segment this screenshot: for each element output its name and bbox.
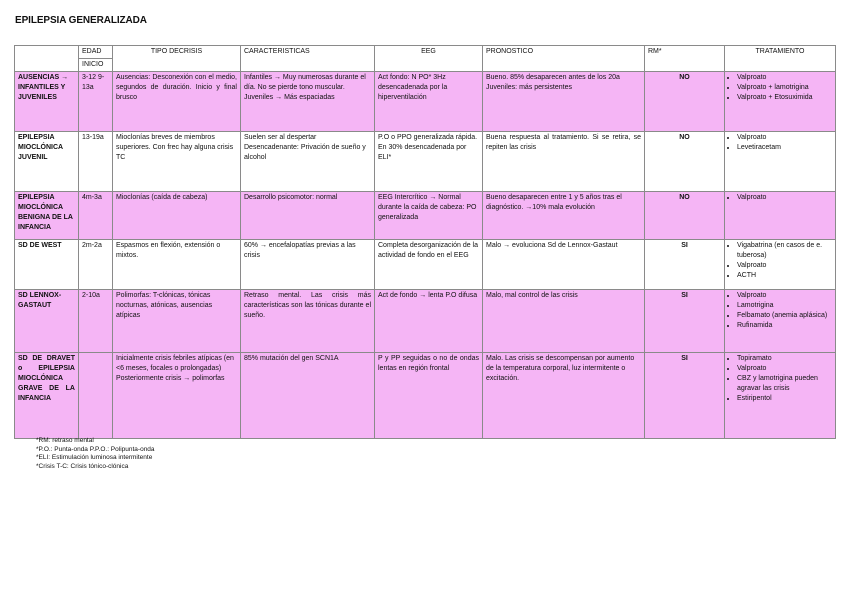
prognosis-cell: Buena respuesta al tratamiento. Si se retira, se repiten las crisis	[483, 132, 645, 192]
footnote: *RM: retraso mental	[36, 437, 94, 444]
eeg-cell: P.O o PPO generalizada rápida. En 30% desencadenada por ELI*	[375, 132, 483, 192]
treatment-item: • Felbamato (anemia aplásica)	[737, 311, 832, 321]
header-enfermedad	[15, 46, 79, 72]
age-cell	[79, 353, 113, 439]
table-row	[15, 353, 836, 439]
seizure-type-cell: Inicialmente crisis febriles atípicas (en <6 meses, focales o prolongadas) Posteriormente crisis → polimorfas	[113, 353, 241, 439]
treatment-item: • Lamotrigina	[737, 301, 832, 311]
disease-cell: SD LENNOX-GASTAUT	[15, 290, 79, 353]
treatment-item: • CBZ y lamotrigina pueden agravar las crisis	[737, 374, 832, 394]
treatment-item: • Topiramato	[737, 354, 832, 364]
characteristics-cell: Suelen ser al despertar Desencadenante: Privación de sueño y alcohol	[241, 132, 375, 192]
epilepsy-table	[14, 45, 836, 439]
rm-cell: SI	[645, 240, 725, 290]
treatment-item: • Rufinamida	[737, 321, 832, 331]
treatment-item: • Valproato + Etosuximida	[737, 93, 832, 103]
treatment-cell	[725, 290, 836, 353]
disease-cell: SD DE DRAVET o EPILEPSIA MIOCLÓNICA GRAVE DE LA INFANCIA	[15, 353, 79, 439]
treatment-cell	[725, 240, 836, 290]
treatment-item: • Valproato	[737, 133, 832, 143]
age-cell: 2-10a	[79, 290, 113, 353]
header-rm: RM*	[645, 46, 725, 72]
disease-cell: EPILEPSIA MIOCLÓNICA JUVENIL	[15, 132, 79, 192]
rm-cell: NO	[645, 132, 725, 192]
seizure-type-cell: Mioclonías breves de miembros superiores. Con frec hay alguna crisis TC	[113, 132, 241, 192]
prognosis-cell: Bueno. 85% desaparecen antes de los 20a Juveniles: más persistentes	[483, 72, 645, 132]
footnotes	[36, 437, 155, 471]
header-caracteristicas: CARACTERISTICAS	[241, 46, 375, 72]
eeg-cell: EEG Intercrítico → Normal durante la caída de cabeza: PO generalizada	[375, 192, 483, 240]
treatment-item: • Estiripentol	[737, 394, 832, 404]
treatment-item: • Valproato	[737, 193, 832, 203]
treatment-item: • Valproato	[737, 73, 832, 83]
treatment-cell	[725, 72, 836, 132]
characteristics-cell: 85% mutación del gen SCN1A	[241, 353, 375, 439]
seizure-type-cell: Espasmos en flexión, extensión o mixtos.	[113, 240, 241, 290]
treatment-item: • Valproato	[737, 291, 832, 301]
eeg-cell: Act fondo: N PO* 3Hz desencadenada por la hiperventilación	[375, 72, 483, 132]
treatment-item: • ACTH	[737, 271, 832, 281]
age-cell: 13-19a	[79, 132, 113, 192]
age-cell: 3-12 9-13a	[79, 72, 113, 132]
prognosis-cell: Bueno desaparecen entre 1 y 5 años tras el diagnóstico. →10% mala evolución	[483, 192, 645, 240]
table-row	[15, 240, 836, 290]
table-row	[15, 192, 836, 240]
header-tratamiento: TRATAMIENTO	[725, 46, 836, 72]
treatment-item: • Valproato	[737, 261, 832, 271]
treatment-cell	[725, 132, 836, 192]
seizure-type-cell: Ausencias: Desconexión con el medio, segundos de duración. Inicio y final brusco	[113, 72, 241, 132]
footnote: *P.O.: Punta-onda P.P.O.: Polipunta-onda	[36, 445, 155, 453]
document-title: EPILEPSIA GENERALIZADA	[15, 15, 147, 26]
disease-cell: SD DE WEST	[15, 240, 79, 290]
prognosis-cell: Malo → evoluciona Sd de Lennox-Gastaut	[483, 240, 645, 290]
characteristics-cell: Desarrollo psicomotor: normal	[241, 192, 375, 240]
rm-cell: SI	[645, 290, 725, 353]
treatment-cell	[725, 353, 836, 439]
disease-cell: EPILEPSIA MIOCLÓNICA BENIGNA DE LA INFANCIA	[15, 192, 79, 240]
seizure-type-cell: Mioclonías (caída de cabeza)	[113, 192, 241, 240]
prognosis-cell: Malo, mal control de las crisis	[483, 290, 645, 353]
treatment-item: • Levetiracetam	[737, 143, 832, 153]
footnote: *ELI: Estimulación luminosa intermitente	[36, 454, 153, 461]
characteristics-cell: Retraso mental. Las crisis más características son las tónicas durante el sueño.	[241, 290, 375, 353]
treatment-item: • Valproato	[737, 364, 832, 374]
rm-cell: SI	[645, 353, 725, 439]
table-row	[15, 132, 836, 192]
treatment-cell	[725, 192, 836, 240]
table-row	[15, 72, 836, 132]
rm-cell: NO	[645, 72, 725, 132]
characteristics-cell: Infantiles → Muy numerosas durante el día. No se pierde tono muscular. Juveniles → Más espaciadas	[241, 72, 375, 132]
seizure-type-cell: Polimorfas: T-clónicas, tónicas nocturnas, atónicas, ausencias atípicas	[113, 290, 241, 353]
table-row	[15, 290, 836, 353]
rm-cell: NO	[645, 192, 725, 240]
disease-cell: AUSENCIAS → INFANTILES Y JUVENILES	[15, 72, 79, 132]
treatment-item: • Valproato + lamotrigina	[737, 83, 832, 93]
eeg-cell: Completa desorganización de la actividad de fondo en el EEG	[375, 240, 483, 290]
footnote: *Crisis T-C: Crisis tónico-clónica	[36, 462, 129, 470]
age-cell: 4m-3a	[79, 192, 113, 240]
treatment-item: • Vigabatrina (en casos de e. tuberosa)	[737, 241, 832, 261]
header-tipo: TIPO DECRISIS	[113, 46, 241, 72]
header-inicio: INICIO	[79, 59, 113, 72]
eeg-cell: Act de fondo → lenta P.O difusa	[375, 290, 483, 353]
header-pronostico: PRONOSTICO	[483, 46, 645, 72]
header-edad: EDAD	[79, 46, 113, 59]
characteristics-cell: 60% → encefalopatías previas a las crisis	[241, 240, 375, 290]
eeg-cell: P y PP seguidas o no de ondas lentas en región frontal	[375, 353, 483, 439]
age-cell: 2m-2a	[79, 240, 113, 290]
header-eeg: EEG	[375, 46, 483, 72]
prognosis-cell: Malo. Las crisis se descompensan por aumento de la temperatura corporal, luz intermitente o excitación.	[483, 353, 645, 439]
